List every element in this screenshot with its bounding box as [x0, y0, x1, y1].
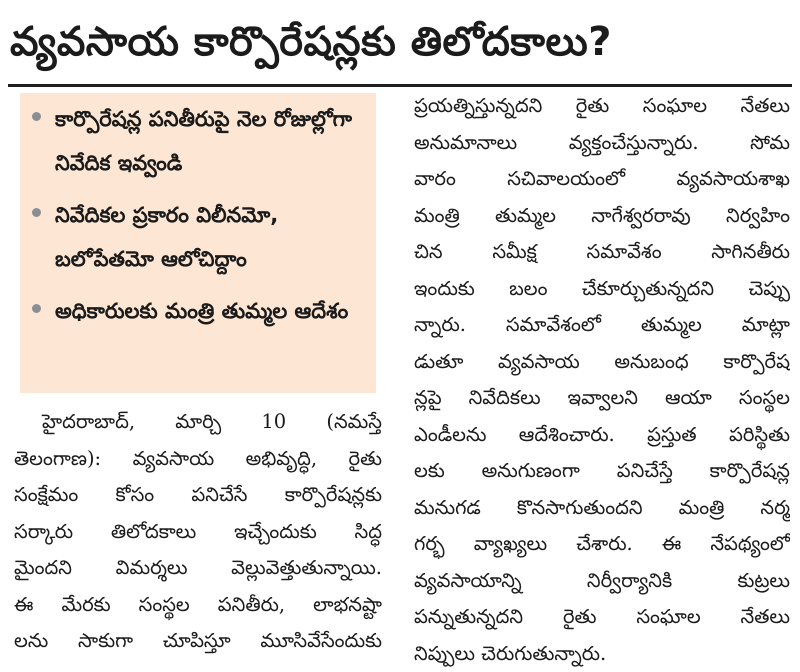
- article-line: మైందని విమర్శలు వెల్లువెత్తుతున్నాయి.: [14, 556, 382, 579]
- article-line: లను సాకుగా చూపిస్తూ మూసివేసేందుకు: [14, 629, 382, 652]
- highlight-text: అధికారులకు మంత్రి తుమ్మల ఆదేశం: [55, 299, 349, 323]
- article-line: లకు అనుగుణంగా పనిచేస్తే కార్పొరేషన్ల: [414, 459, 790, 482]
- article-line: మనుగడ కొనసాగుతుందని మంత్రి నర్మ: [414, 495, 790, 519]
- article-line: ఎండీలను ఆదేశించారు. ప్రస్తుత పరిస్థితు: [414, 422, 790, 446]
- article-line: సంక్షేమం కోసం పనిచేసే కార్పొరేషన్లకు: [14, 483, 382, 506]
- article-line: నిప్పులు చెరుగుతున్నారు.: [414, 641, 607, 665]
- bullet-icon: [32, 304, 41, 313]
- article-line: పన్నుతున్నదని రైతు సంఘాల నేతలు: [414, 605, 790, 628]
- article-line: న్నారు. సమావేశంలో తుమ్మల మాట్లా: [414, 313, 790, 336]
- article-column-left: [14, 404, 382, 660]
- article-line: మంత్రి తుమ్మల నాగేశ్వరరావు నిర్వహిం: [414, 203, 790, 227]
- headline-rule: [8, 84, 792, 87]
- article-line: హైదరాబాద్, మార్చి 10 (నమస్తే: [42, 410, 382, 433]
- article-line: ఇందుకు బలం చేకూర్చుతున్నదని చెప్పు: [414, 276, 790, 300]
- highlight-item: [32, 97, 355, 185]
- bullet-icon: [32, 208, 41, 217]
- article-line: ప్రయత్నిస్తున్నదని రైతు సంఘాల నేతలు: [414, 94, 790, 117]
- highlights-box: [20, 93, 376, 393]
- bullet-icon: [32, 112, 41, 121]
- article-line: గర్భ వ్యాఖ్యలు చేశారు. ఈ నేపథ్యంలో: [414, 532, 790, 555]
- highlight-item: [32, 193, 355, 281]
- highlight-item: [32, 289, 355, 333]
- article-line: వ్యవసాయాన్ని నిర్వీర్యానికి కుట్రలు: [414, 568, 790, 592]
- highlight-text: నివేదికల ప్రకారం విలీనమో, బలోపేతమో ఆలోచిద్దాం: [55, 203, 279, 271]
- article-line: తెలంగాణ): వ్యవసాయ అభివృద్ధి, రైతు: [14, 446, 382, 470]
- article-line: వారం సచివాలయంలో వ్యవసాయశాఖ: [414, 167, 790, 190]
- article-line: అనుమానాలు వ్యక్తంచేస్తున్నారు. సోమ: [414, 130, 790, 154]
- article-line: సర్కారు తిలోదకాలు ఇచ్చేందుకు సిద్ధ: [14, 519, 382, 543]
- article-line: న్లపై నివేదికలు ఇవ్వాలని ఆయా సంస్థల: [414, 386, 790, 409]
- article-line: చిన సమీక్ష సమావేశం సాగినతీరు: [414, 240, 790, 263]
- article-column-right: [414, 88, 790, 672]
- headline: వ్యవసాయ కార్పొరేషన్లకు తిలోదకాలు?: [10, 19, 612, 65]
- highlight-text: కార్పొరేషన్ల పనితీరుపై నెల రోజుల్లోగా నివేదిక ఇవ్వండి: [55, 107, 352, 175]
- article-line: ఈ మేరకు సంస్థల పనితీరు, లాభనష్టా: [14, 592, 382, 616]
- article-line: డుతూ వ్యవసాయ అనుబంధ కార్పొరేష: [414, 349, 790, 373]
